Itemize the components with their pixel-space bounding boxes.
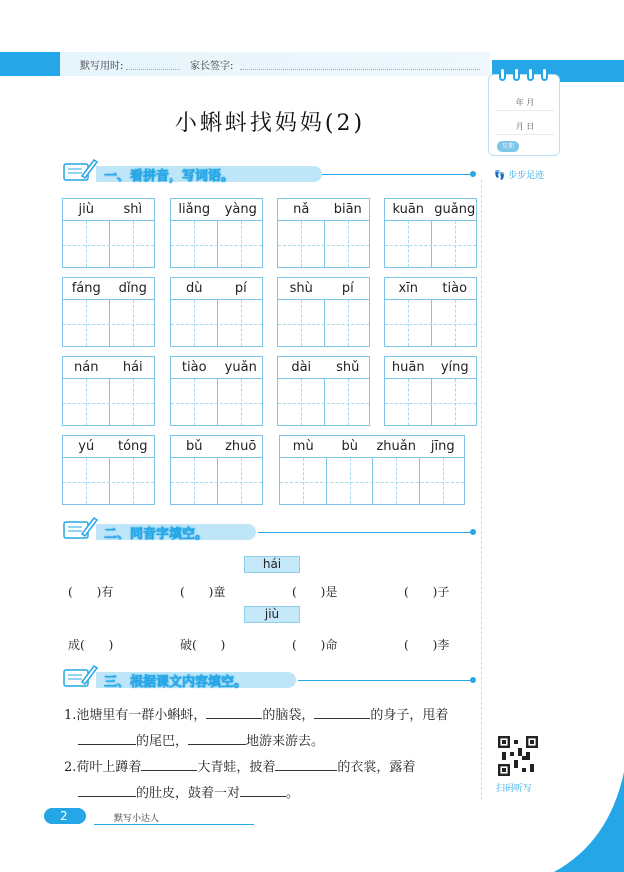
pinyin-row [63, 199, 154, 221]
pinyin-syllable: tiào [442, 281, 468, 296]
pinyin-syllable: biān [333, 202, 362, 217]
fill-item: ( )命 [292, 638, 338, 652]
cell-guide [63, 403, 154, 404]
pinyin-syllable: jīng [430, 439, 455, 454]
footer-line [94, 824, 254, 825]
q1-text: 1.池塘里有一群小蝌蚪， [64, 708, 207, 723]
fill-item: ( )有 [68, 585, 114, 599]
cell-guide [350, 458, 351, 504]
fill-item: 破( ) [180, 638, 226, 652]
cell-guide [86, 300, 87, 346]
answer-blank[interactable] [314, 707, 370, 719]
pinyin-syllable: dù [186, 281, 203, 296]
question-2-line2 [78, 782, 299, 801]
cell-guide [194, 300, 195, 346]
pinyin-syllable: bǔ [186, 439, 203, 454]
pinyin-syllable: huān [391, 360, 425, 375]
pinyin-syllable: dài [291, 360, 312, 375]
corner-decoration [554, 772, 624, 872]
cell-guide [301, 300, 302, 346]
ring-icon [513, 67, 520, 81]
cell-guide [171, 245, 262, 246]
page-title: 小蝌蚪找妈妈(2) [174, 111, 366, 136]
cell-guide [194, 379, 195, 425]
pinyin-row [280, 436, 464, 458]
page-footer [44, 808, 214, 828]
word-box [170, 356, 263, 426]
word-box [279, 435, 465, 505]
cell-guide [86, 458, 87, 504]
section2-heading [62, 520, 482, 542]
cell-guide [301, 221, 302, 267]
fill-item: ( )李 [404, 638, 450, 652]
word-box [384, 277, 477, 347]
heading-dot [470, 677, 476, 683]
cell-guide [194, 221, 195, 267]
ring-icon [527, 67, 534, 81]
cell-guide [443, 458, 444, 504]
question-1-line1 [64, 704, 448, 723]
pinyin-row [171, 278, 262, 300]
pinyin-syllable: bù [341, 439, 358, 454]
side-tag [494, 168, 544, 181]
pinyin-syllable: shù [289, 281, 313, 296]
cell-guide [241, 221, 242, 267]
cell-guide [133, 221, 134, 267]
pinyin-row [171, 357, 262, 379]
word-box [170, 198, 263, 268]
cell-guide [348, 221, 349, 267]
answer-blank[interactable] [188, 733, 246, 745]
answer-blank[interactable] [275, 759, 337, 771]
pinyin-row [385, 357, 476, 379]
pinyin-tag: jiù [244, 606, 300, 623]
q1-text: 的身子，甩着 [370, 708, 449, 723]
pinyin-row [278, 278, 369, 300]
cell-guide [408, 221, 409, 267]
pinyin-syllable: hái [122, 360, 143, 375]
cell-guide [133, 458, 134, 504]
pinyin-syllable: dǐng [118, 281, 147, 296]
pinyin-row [63, 436, 154, 458]
answer-blank[interactable] [141, 759, 197, 771]
cell-guide [396, 458, 397, 504]
word-box [384, 198, 477, 268]
pinyin-row [171, 199, 262, 221]
ring-icon [499, 67, 506, 81]
pinyin-syllable: tiào [181, 360, 207, 375]
pencil-book-icon [62, 156, 98, 184]
q1-text: 的尾巴， [136, 734, 189, 749]
cell-guide [171, 324, 262, 325]
q1-text: 的脑袋， [262, 708, 315, 723]
time-label: 默写用时: [80, 61, 124, 72]
cell-guide [301, 379, 302, 425]
qr-caption: 扫码听写 [496, 784, 533, 794]
answer-blank[interactable] [78, 785, 136, 797]
word-box [62, 356, 155, 426]
cell-guide [385, 403, 476, 404]
q2-text: 。 [286, 786, 300, 801]
pinyin-row [63, 278, 154, 300]
sign-line [240, 69, 480, 70]
cell-guide [171, 482, 262, 483]
weekday-badge: 星期 [497, 141, 519, 152]
cell-guide [385, 245, 476, 246]
cell-guide [408, 300, 409, 346]
word-box [170, 435, 263, 505]
cell-guide [455, 221, 456, 267]
cell-guide [63, 482, 154, 483]
question-2-line1 [64, 756, 415, 775]
pinyin-row [63, 357, 154, 379]
fill-item: 成( ) [68, 638, 114, 652]
cell-guide [278, 324, 369, 325]
cell-guide [303, 458, 304, 504]
pinyin-syllable: fáng [71, 281, 101, 296]
cell-guide [241, 379, 242, 425]
cell-guide [241, 458, 242, 504]
section1-title: 一、看拼音，写词语。 [104, 169, 235, 184]
word-box [62, 198, 155, 268]
cell-guide [348, 300, 349, 346]
sign-label: 家长签字: [190, 61, 234, 72]
pinyin-syllable: shǔ [336, 360, 360, 375]
top-header-bar [0, 52, 490, 76]
pinyin-syllable: pí [234, 281, 247, 296]
q2-text: 2.荷叶上蹲着 [64, 760, 142, 775]
pinyin-syllable: tóng [117, 439, 148, 454]
answer-blank[interactable] [240, 785, 286, 797]
word-box [170, 277, 263, 347]
word-box [277, 198, 370, 268]
cell-guide [455, 300, 456, 346]
pencil-book-icon [62, 662, 98, 690]
section1-heading [62, 162, 482, 184]
pinyin-syllable: shì [123, 202, 143, 217]
pinyin-syllable: yú [78, 439, 95, 454]
word-box [277, 356, 370, 426]
pinyin-syllable: jiù [78, 202, 94, 217]
cell-guide [278, 245, 369, 246]
cell-guide [63, 245, 154, 246]
answer-blank[interactable] [78, 733, 136, 745]
pinyin-syllable: liǎng [178, 202, 211, 217]
pinyin-row [278, 199, 369, 221]
heading-rule [258, 532, 472, 533]
pinyin-syllable: nǎ [293, 202, 310, 217]
cell-guide [133, 300, 134, 346]
section3-heading [62, 668, 482, 690]
fill-item: ( )子 [404, 585, 450, 599]
q1-text: 地游来游去。 [246, 734, 325, 749]
cell-guide [86, 379, 87, 425]
fill-item: ( )是 [292, 585, 338, 599]
footprint-icon: 👣 [494, 171, 506, 181]
answer-blank[interactable] [206, 707, 262, 719]
section2-title: 二、同音字填空。 [104, 527, 209, 542]
divider-line [481, 180, 482, 800]
cell-guide [86, 221, 87, 267]
pinyin-syllable: yíng [440, 360, 469, 375]
word-box [62, 435, 155, 505]
q2-text: 大青蛙，披着 [197, 760, 276, 775]
page-number: 2 [44, 808, 86, 824]
pinyin-syllable: yuǎn [224, 360, 257, 375]
pinyin-row [278, 357, 369, 379]
q2-text: 的衣裳，露着 [337, 760, 416, 775]
section3-title: 三、根据课文内容填空。 [104, 675, 248, 690]
pinyin-syllable: xīn [398, 281, 419, 296]
pinyin-syllable: kuān [392, 202, 425, 217]
cell-guide [280, 482, 464, 483]
fill-item: ( )童 [180, 585, 226, 599]
heading-rule [322, 174, 472, 175]
heading-dot [470, 171, 476, 177]
pinyin-syllable: guǎng [434, 202, 476, 217]
pinyin-tag: hái [244, 556, 300, 573]
question-1-line2 [78, 730, 324, 749]
pinyin-row [385, 278, 476, 300]
word-box [62, 277, 155, 347]
pinyin-syllable: zhuō [225, 439, 257, 454]
pinyin-syllable: zhuǎn [376, 439, 416, 454]
q2-text: 的肚皮，鼓着一对 [136, 786, 241, 801]
ring-icon [541, 67, 548, 81]
date-row-year-month: 年 月 [495, 97, 555, 111]
cell-guide [194, 458, 195, 504]
cell-guide [278, 403, 369, 404]
cell-guide [455, 379, 456, 425]
cell-guide [385, 324, 476, 325]
pencil-book-icon [62, 514, 98, 542]
side-tag-text: 步步足迹 [508, 171, 545, 181]
cell-guide [171, 403, 262, 404]
book-name: 默写小达人 [114, 814, 160, 824]
cell-guide [241, 300, 242, 346]
qr-code-icon[interactable] [498, 736, 538, 776]
pinyin-row [385, 199, 476, 221]
cell-guide [133, 379, 134, 425]
pinyin-row [171, 436, 262, 458]
cell-guide [63, 324, 154, 325]
heading-rule [298, 680, 472, 681]
heading-dot [470, 529, 476, 535]
word-box [384, 356, 477, 426]
word-box [277, 277, 370, 347]
pinyin-syllable: mù [292, 439, 314, 454]
date-row-month-day: 月 日 [495, 121, 555, 135]
cell-guide [408, 379, 409, 425]
pinyin-syllable: yàng [224, 202, 257, 217]
pinyin-syllable: nán [74, 360, 99, 375]
cell-guide [348, 379, 349, 425]
time-line [126, 69, 180, 70]
pinyin-syllable: pí [341, 281, 354, 296]
